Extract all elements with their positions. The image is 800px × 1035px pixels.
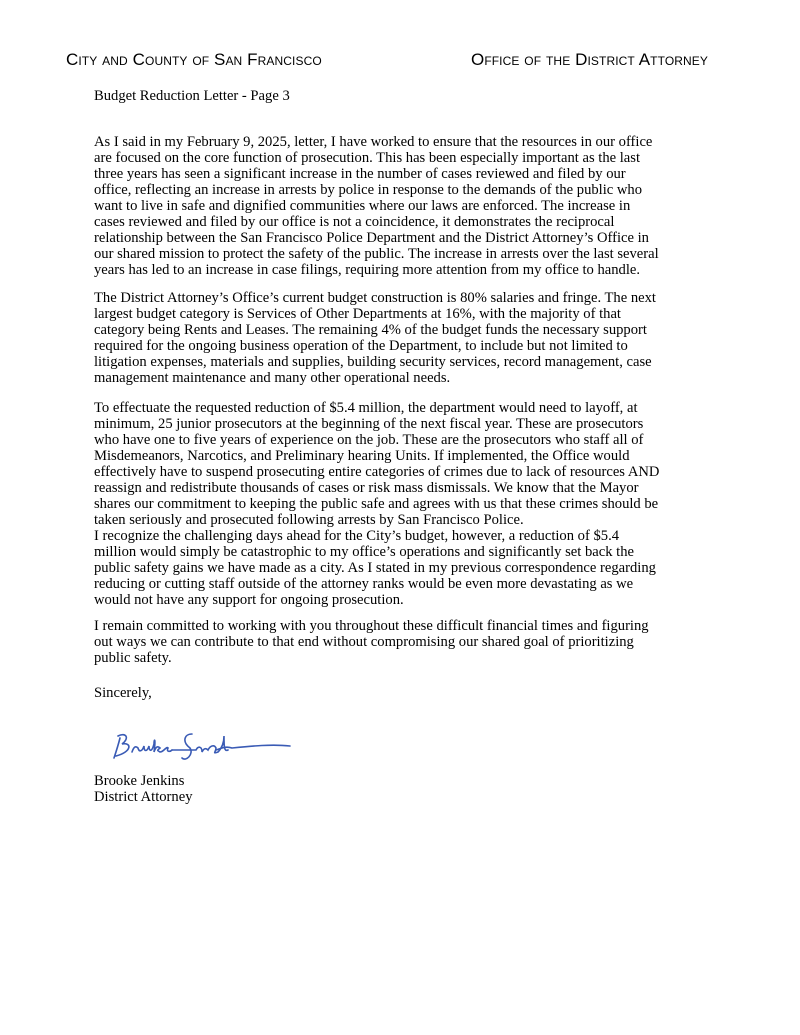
text-line: our shared mission to protect the safety of the public. The increase in arrests over the last several <box>94 246 659 262</box>
text-line: public safety. <box>94 650 172 666</box>
text-line: I recognize the challenging days ahead for the City’s budget, however, a reduction of $5.4 <box>94 528 620 544</box>
signer-block <box>94 773 193 805</box>
text-line: effectively have to suspend prosecuting entire categories of crimes due to lack of resources AND <box>94 464 660 480</box>
text-line: required for the ongoing business operation of the Department, to include but not limited to <box>94 338 628 354</box>
paragraph-5 <box>94 618 649 666</box>
signer-title: District Attorney <box>94 789 193 805</box>
text-line: The District Attorney’s Office’s current budget construction is 80% salaries and fringe. The next <box>94 290 656 306</box>
text-line: reassign and redistribute thousands of cases or risk mass dismissals. We know that the Mayor <box>94 480 639 496</box>
text-line: want to live in safe and dignified communities where our laws are enforced. The increase in <box>94 198 631 214</box>
text-line: taken seriously and prosecuted following arrests by San Francisco Police. <box>94 512 524 528</box>
text-line: years has led to an increase in case filings, requiring more attention from my office to handle. <box>94 262 641 278</box>
text-line: I remain committed to working with you throughout these difficult financial times and figuring <box>94 618 649 634</box>
text-line: shares our commitment to keeping the public safe and agrees with us that these crimes should be <box>94 496 659 512</box>
text-line: largest budget category is Services of Other Departments at 16%, with the majority of that <box>94 306 621 322</box>
paragraph-2 <box>94 290 656 386</box>
paragraph-1 <box>94 134 659 278</box>
text-line: are focused on the core function of prosecution. This has been especially important as the last <box>94 150 641 166</box>
text-line: would not have any support for ongoing prosecution. <box>94 592 404 608</box>
paragraph-4 <box>94 528 656 608</box>
text-line: out ways we can contribute to that end without compromising our shared goal of prioritizing <box>94 634 634 650</box>
text-line: who have one to five years of experience on the job. These are the prosecutors who staff all of <box>94 432 644 448</box>
text-line: category being Rents and Leases. The remaining 4% of the budget funds the necessary support <box>94 322 647 338</box>
text-line: To effectuate the requested reduction of $5.4 million, the department would need to layoff, at <box>94 400 638 416</box>
text-line: As I said in my February 9, 2025, letter, I have worked to ensure that the resources in our office <box>94 134 653 150</box>
text-line: relationship between the San Francisco Police Department and the District Attorney’s Office in <box>94 230 649 246</box>
header-office: Office of the District Attorney <box>471 50 709 69</box>
text-line: three years has seen a significant increase in the number of cases reviewed and filed by our <box>94 166 626 182</box>
text-line: management maintenance and many other operational needs. <box>94 370 451 386</box>
text-line: public safety gains we have made as a city. As I stated in my previous correspondence regarding <box>94 560 656 576</box>
signature-image <box>112 728 292 768</box>
text-line: office, reflecting an increase in arrests by police in response to the demands of the public who <box>94 182 643 198</box>
closing: Sincerely, <box>94 685 152 701</box>
text-line: minimum, 25 junior prosecutors at the beginning of the next fiscal year. These are prosecutors <box>94 416 644 432</box>
page-subtitle: Budget Reduction Letter - Page 3 <box>94 88 290 104</box>
text-line: million would simply be catastrophic to my office’s operations and significantly set back the <box>94 544 634 560</box>
text-line: Misdemeanors, Narcotics, and Preliminary hearing Units. If implemented, the Office would <box>94 448 630 464</box>
header-city: City and County of San Francisco <box>66 50 322 69</box>
text-line: litigation expenses, materials and supplies, building security services, record management, case <box>94 354 652 370</box>
text-line: reducing or cutting staff outside of the attorney ranks would be even more devastating as we <box>94 576 634 592</box>
signer-name: Brooke Jenkins <box>94 773 185 789</box>
text-line: cases reviewed and filed by our office is not a coincidence, it demonstrates the reciprocal <box>94 214 615 230</box>
paragraph-3 <box>94 400 659 528</box>
